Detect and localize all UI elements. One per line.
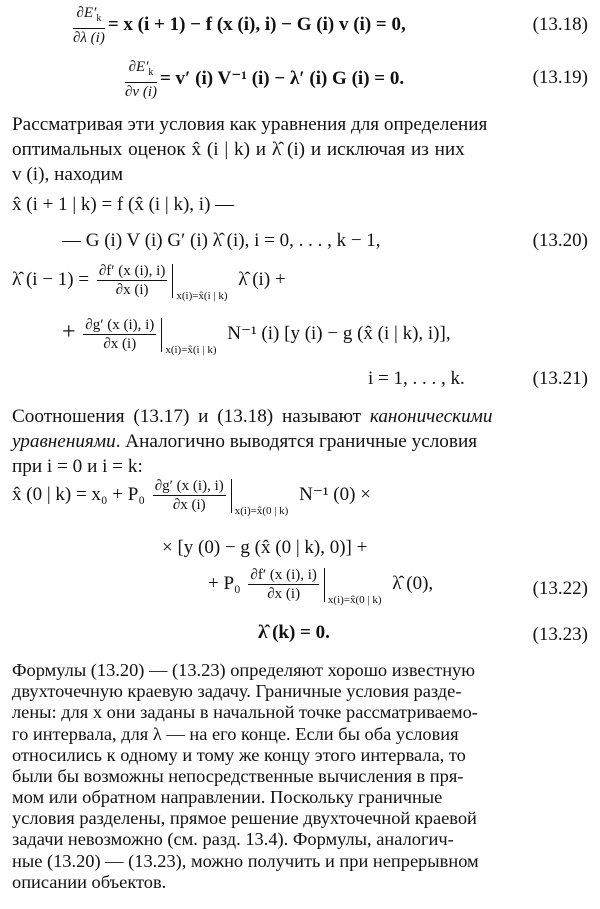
emphasis-term: уравнениями <box>12 431 116 452</box>
paragraph-line: v (i), находим <box>12 164 123 185</box>
fraction: $\frac{\partial E'_k}{\partial\lambda (i)}$ <box>73 5 105 46</box>
paragraph-line: при i = 0 и i = k: <box>12 456 143 477</box>
evaluation-bar <box>231 479 232 513</box>
equation-13-18: $\frac{\partial E'_k}{\partial\lambda (i)}$ = x (i + 1) − f (x (i), i) − G (i) v (i) = 0, <box>73 5 406 46</box>
fraction: $\frac{\partial f' (x (i), i)}{\partial x (i)}$ <box>98 263 166 298</box>
equation-13-22-line-2: × [y (0) − g (x̂ (0 | k), 0)] + <box>162 537 368 558</box>
equation-number-13-20: (13.20) <box>532 230 588 251</box>
evaluation-bar <box>172 264 173 298</box>
equation-13-23: λ̂ (k) = 0. <box>258 622 330 643</box>
equation-13-20-line-1: x̂ (i + 1 | k) = f (x̂ (i | k), i) — <box>12 194 235 215</box>
fraction: $\frac{\partial f' (x (i), i)}{\partial x (i)}$ <box>250 567 317 602</box>
equation-number-13-23: (13.23) <box>532 624 588 645</box>
equation-number-13-21: (13.21) <box>532 368 588 389</box>
paragraph-line: Соотношения (13.17) и (13.18) называют каноническими <box>12 406 493 427</box>
emphasis-term: каноническими <box>369 406 493 427</box>
paragraph-line: мом или обратном направлении. Поскольку граничные <box>12 787 443 808</box>
fraction: $\frac{\partial E'_k}{\partial v (i)}$ <box>125 59 157 100</box>
paragraph-line: описании объектов. <box>12 871 167 892</box>
paragraph-line: Формулы (13.20) — (13.23) определяют хорошо известную <box>12 660 475 680</box>
paragraph-line: условия разделены, прямое решение двухточечной краевой <box>12 808 477 829</box>
equation-13-21-line-2: + $\frac{\partial g' (x (i), i)}{\partial x (i)}$ $_{x(i)=x̂(i | k)}$ N⁻¹ (i) [y (i) − g (x̂ (i | k), i)], <box>62 317 451 356</box>
paragraph-line: были бы возможны непосредственные вычисления в пря- <box>12 765 464 786</box>
fraction: $\frac{\partial g' (x (i), i)}{\partial x (i)}$ <box>154 478 224 513</box>
equation-number-13-18: (13.18) <box>532 14 588 35</box>
paragraph-line: относились к одному и тому же концу этого интервала, то <box>12 744 466 765</box>
equation-13-22-line-1: x̂ (0 | k) = x₀ + P₀ $\frac{\partial g' (x (i), i)}{\partial x (i)}$ $_{x(i)=x̂(0 | k)}$ N⁻¹ (0) × <box>12 478 371 517</box>
paragraph-line: двухточечную краевую задачу. Граничные условия разде- <box>12 681 462 702</box>
equation-13-20-line-2: — G (i) V (i) G′ (i) λ̂ (i), i = 0, . . . , k − 1, <box>62 230 381 251</box>
equation-13-22-line-3: + P₀ $\frac{\partial f' (x (i), i)}{\partial x (i)}$ $_{x(i)=x̂(0 | k)}$ λ̂ (0), <box>208 567 434 606</box>
evaluation-bar <box>161 318 162 352</box>
equation-number-13-22: (13.22) <box>532 578 588 599</box>
paragraph-line: ные (13.20) — (13.23), можно получить и при непрерывном <box>12 850 479 871</box>
paragraph-line: лены: для x они заданы в начальной точке рассматриваемо- <box>12 702 478 723</box>
paragraph-line: оптимальных оценок x̂ (i | k) и λ̂ (i) и исключая из них <box>12 139 465 160</box>
paragraph-line: го интервала, для λ — на его конце. Если бы оба условия <box>12 723 459 744</box>
equation-number-13-19: (13.19) <box>532 67 588 88</box>
paragraph-line: уравнениями. Аналогично выводятся граничные условия <box>12 431 478 452</box>
equation-13-21-line-1: λ̂ (i − 1) = $\frac{\partial f' (x (i), i)}{\partial x (i)}$ $_{x(i)=x̂(i | k)}$ λ̂ (i) + <box>12 263 286 302</box>
fraction: $\frac{\partial g' (x (i), i)}{\partial x (i)}$ <box>85 317 155 352</box>
paragraph-line: задачи невозможно (см. разд. 13.4). Формулы, аналогич- <box>12 829 454 850</box>
equation-13-21-line-3: i = 1, . . . , k. <box>368 368 465 389</box>
paragraph-line: Рассматривая эти условия как уравнения для определения <box>12 114 488 135</box>
equation-13-19: $\frac{\partial E'_k}{\partial v (i)}$ = v′ (i) V⁻¹ (i) − λ′ (i) G (i) = 0. <box>125 59 405 100</box>
evaluation-bar <box>324 568 325 602</box>
